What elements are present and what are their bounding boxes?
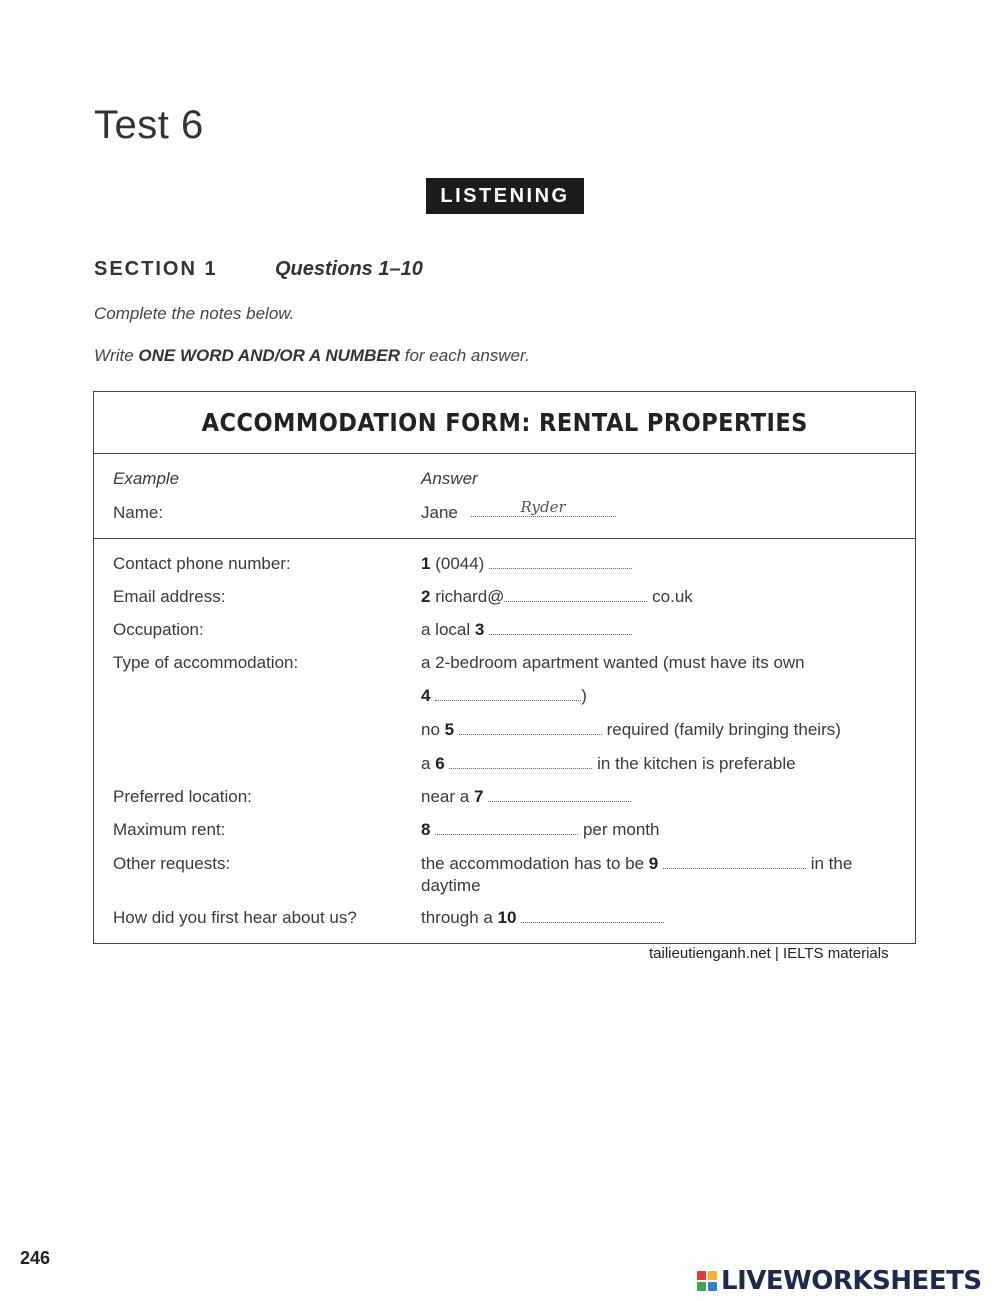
line-suffix: in the kitchen is preferable — [597, 754, 796, 773]
section-heading: SECTION 1 — [94, 258, 218, 280]
name-value — [421, 498, 616, 523]
question-number: 6 — [435, 754, 445, 773]
instruction-word-limit — [94, 346, 530, 366]
listening-badge: LISTENING — [426, 178, 584, 214]
form-header — [94, 392, 915, 454]
answer-blank-3[interactable] — [489, 621, 632, 635]
question-number: 1 — [421, 554, 431, 573]
phone-prefix: (0044) — [435, 554, 485, 573]
answer-label: Answer — [421, 469, 478, 488]
answer-blank-6[interactable] — [449, 755, 592, 769]
questions-range: Questions 1–10 — [275, 258, 423, 280]
answer-blank-9[interactable] — [663, 855, 806, 869]
example-label: Example — [113, 469, 180, 488]
first-name: Jane — [421, 503, 458, 522]
email-label: Email address: — [113, 587, 226, 606]
name-label: Name: — [113, 503, 164, 522]
rent-suffix: per month — [582, 820, 660, 839]
logo-square-blue — [708, 1282, 717, 1291]
requests-suffix: in the — [810, 854, 853, 873]
answer-blank-10[interactable] — [521, 909, 664, 923]
accommodation-line-5 — [421, 720, 841, 740]
email-suffix: co.uk — [652, 587, 693, 606]
phone-value — [421, 554, 632, 574]
logo-square-green — [697, 1282, 706, 1291]
answer-blank-7[interactable] — [488, 788, 631, 802]
question-number: 9 — [648, 854, 659, 873]
phone-label: Contact phone number: — [113, 554, 291, 573]
accommodation-line-4 — [421, 686, 587, 706]
occupation-value — [421, 620, 632, 640]
location-prefix: near a — [421, 787, 470, 806]
question-number: 4 — [421, 686, 431, 705]
source-credit: tailieutienganh.net | IELTS materials — [649, 945, 889, 962]
accommodation-form — [93, 391, 916, 944]
email-value — [421, 587, 693, 607]
answer-blank-5[interactable] — [459, 721, 602, 735]
name-answer: Ryder — [520, 498, 566, 516]
liveworksheets-logo[interactable] — [697, 1266, 982, 1296]
accommodation-line-1: a 2-bedroom apartment wanted (must have its own — [421, 653, 805, 672]
email-prefix: richard@ — [435, 587, 505, 606]
question-number: 2 — [421, 587, 431, 606]
requests-prefix: the accommodation has to be — [421, 854, 645, 873]
instruction-complete-notes: Complete the notes below. — [94, 304, 295, 323]
instruction-text: Write — [94, 346, 139, 365]
line-suffix: required (family bringing theirs) — [606, 720, 841, 739]
test-title: Test 6 — [94, 103, 204, 147]
hear-label: How did you first hear about us? — [113, 908, 357, 927]
question-number: 10 — [497, 908, 517, 927]
occupation-label: Occupation: — [113, 620, 204, 639]
answer-blank-2[interactable] — [504, 588, 647, 602]
question-number: 7 — [473, 787, 484, 806]
accommodation-type-label: Type of accommodation: — [113, 653, 299, 672]
liveworksheets-logo-text: LIVEWORKSHEETS — [721, 1266, 982, 1296]
liveworksheets-logo-icon — [697, 1271, 717, 1291]
answer-blank-4[interactable] — [435, 687, 581, 701]
instruction-emphasis: ONE WORD AND/OR A NUMBER — [138, 346, 400, 365]
rent-value — [421, 820, 659, 840]
hear-prefix: through a — [421, 908, 493, 927]
example-divider — [94, 538, 915, 539]
accommodation-line-6 — [421, 754, 796, 774]
question-number: 8 — [421, 820, 431, 839]
requests-label: Other requests: — [113, 854, 231, 873]
line-prefix: a — [421, 754, 431, 773]
page-number: 246 — [20, 1248, 51, 1268]
line-prefix: no — [421, 720, 440, 739]
logo-square-red — [697, 1271, 706, 1280]
instruction-text: for each answer. — [400, 346, 530, 365]
answer-blank-1[interactable] — [489, 555, 632, 569]
question-number: 5 — [444, 720, 455, 739]
rent-label: Maximum rent: — [113, 820, 226, 839]
name-answer-field — [471, 498, 616, 517]
location-label: Preferred location: — [113, 787, 252, 806]
requests-value — [421, 854, 852, 874]
occupation-prefix: a local — [421, 620, 471, 639]
logo-square-yellow — [708, 1271, 717, 1280]
hear-value — [421, 908, 664, 928]
location-value — [421, 787, 631, 807]
form-title: ACCOMMODATION FORM: RENTAL PROPERTIES — [201, 408, 808, 437]
answer-blank-8[interactable] — [435, 821, 578, 835]
closing-paren: ) — [581, 686, 587, 705]
question-number: 3 — [474, 620, 485, 639]
requests-line-2: daytime — [421, 876, 481, 895]
